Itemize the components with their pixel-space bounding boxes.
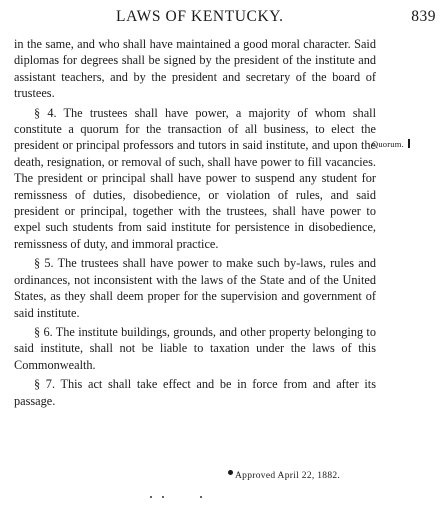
paragraph-continuation: in the same, and who shall have maintained a good moral character. Said diplomas for degrees shall be signed by the president of the institute and assistant teachers, and by the president and secretary of the board of trustees. (14, 37, 376, 101)
approval-text: Approved April 22, 1882. (235, 471, 341, 481)
footer-dot-icon (150, 496, 152, 498)
paragraph-section-6: § 6. The institute buildings, grounds, and other property belonging to said institute, shall not be liable to taxation under the laws of this Commonwealth. (14, 324, 376, 372)
margin-tick-mark (408, 139, 410, 148)
approval-line (228, 470, 340, 481)
footer-dot-icon (200, 496, 202, 498)
paragraph-section-4: § 4. The trustees shall have power, a majority of whom shall constitute a quorum for the transaction of all business, to elect the president or principal professors and tutors in said institute, and upon the death, resignation, or removal of such, shall have power to fill vacancies. The president or principal shall have power to suspend any student for remissness of duties, disobedience, or violation of rules, and said president or principal, together with the trustees, shall have power to expel such students from said institute for persistence in disobedience, remissness of duty, and immoral practice. (14, 105, 376, 251)
footer-marks (150, 496, 210, 502)
paragraph-section-7: § 7. This act shall take effect and be in force from and after its passage. (14, 377, 376, 408)
margin-note-label: Quorum. (372, 139, 404, 149)
running-head (0, 6, 444, 28)
paragraph-section-5: § 5. The trustees shall have power to make such by-laws, rules and ordinances, not inconsistent with the laws of the State and of the United States, as they shall deem proper for the supervision and government of said institute. (14, 256, 376, 320)
page-title: LAWS OF KENTUCKY. (116, 8, 284, 25)
margin-note-quorum (372, 139, 410, 149)
ink-dot-icon (228, 470, 233, 475)
page-number: 839 (411, 8, 436, 25)
footer-dot-icon (162, 496, 164, 498)
body-text (14, 36, 376, 412)
